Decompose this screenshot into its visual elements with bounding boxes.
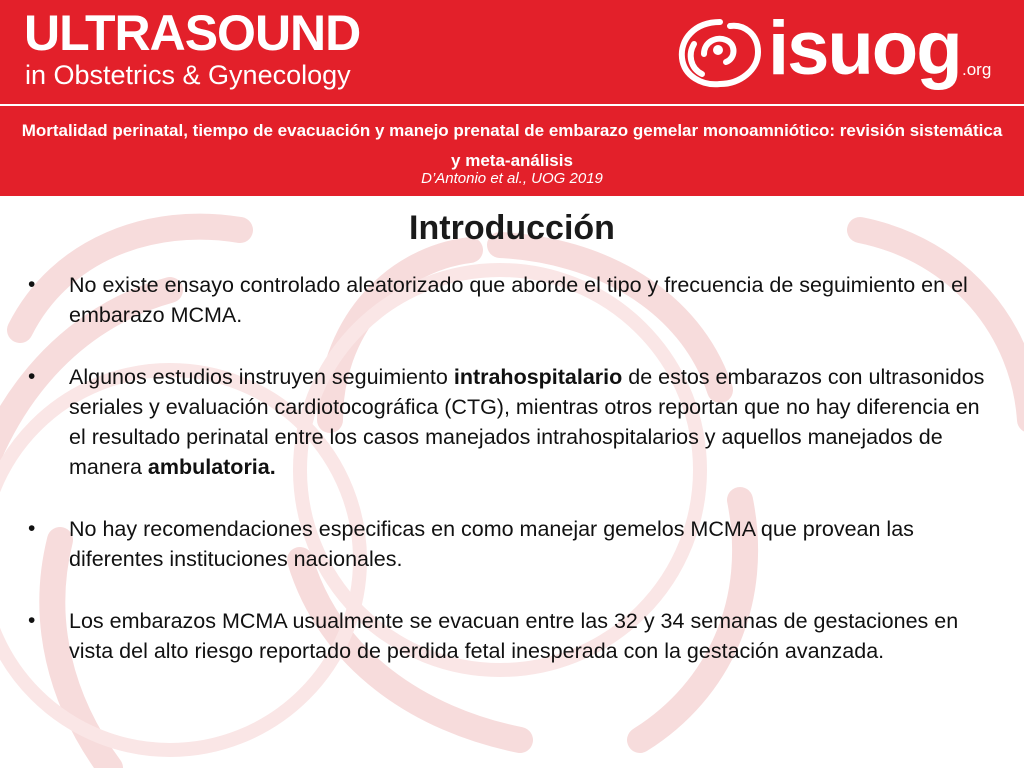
- logo-wordmark: isuog: [768, 6, 961, 91]
- slide-heading: Introducción: [409, 209, 615, 247]
- list-item: [28, 362, 988, 482]
- isuog-logo[interactable]: [674, 6, 1004, 96]
- bullet-marker: •: [28, 517, 36, 540]
- header-banner: [0, 0, 1024, 196]
- list-item: [28, 514, 988, 574]
- bullet-marker: •: [28, 273, 36, 296]
- journal-title: ULTRASOUND: [24, 5, 361, 61]
- bullet-text-segment: de estos embarazos con ultrasonidos seriales y evaluación cardiotocográfica (CTG), mientras otros reportan que no hay diferencia en el resultado perinatal entre los casos manejados intrahospitalarios y aquellos manejados de manera: [69, 365, 985, 479]
- bullet-marker: •: [28, 365, 36, 388]
- article-citation: D’Antonio et al., UOG 2019: [421, 170, 603, 187]
- bullet-text-segment: Algunos estudios instruyen seguimiento: [69, 365, 454, 389]
- bullet-text-emphasis: ambulatoria.: [147, 455, 276, 479]
- list-item: [28, 270, 988, 330]
- bullet-marker: •: [28, 609, 36, 632]
- journal-subtitle: in Obstetrics & Gynecology: [25, 60, 351, 90]
- logo-domain-suffix: .org: [962, 60, 992, 79]
- bullet-list: [28, 270, 988, 666]
- bullet-text: No hay recomendaciones especificas en como manejar gemelos MCMA que provean las diferentes instituciones nacionales.: [69, 517, 914, 571]
- bullet-text: No existe ensayo controlado aleatorizado que aborde el tipo y frecuencia de seguimiento en el embarazo MCMA.: [69, 273, 968, 327]
- isuog-fetus-emblem-icon: [674, 14, 764, 90]
- bullet-text-emphasis: intrahospitalario: [453, 365, 623, 389]
- header-divider: [0, 104, 1024, 106]
- article-title: Mortalidad perinatal, tiempo de evacuación y manejo prenatal de embarazo gemelar monoamniótico: revisión sistemática y meta-análisis: [21, 121, 1003, 170]
- list-item: [28, 606, 988, 666]
- bullet-text: Los embarazos MCMA usualmente se evacuan entre las 32 y 34 semanas de gestaciones en vista del alto riesgo reportado de perdida fetal inesperada con la gestación avanzada.: [69, 609, 959, 663]
- bullet-text: [69, 365, 984, 479]
